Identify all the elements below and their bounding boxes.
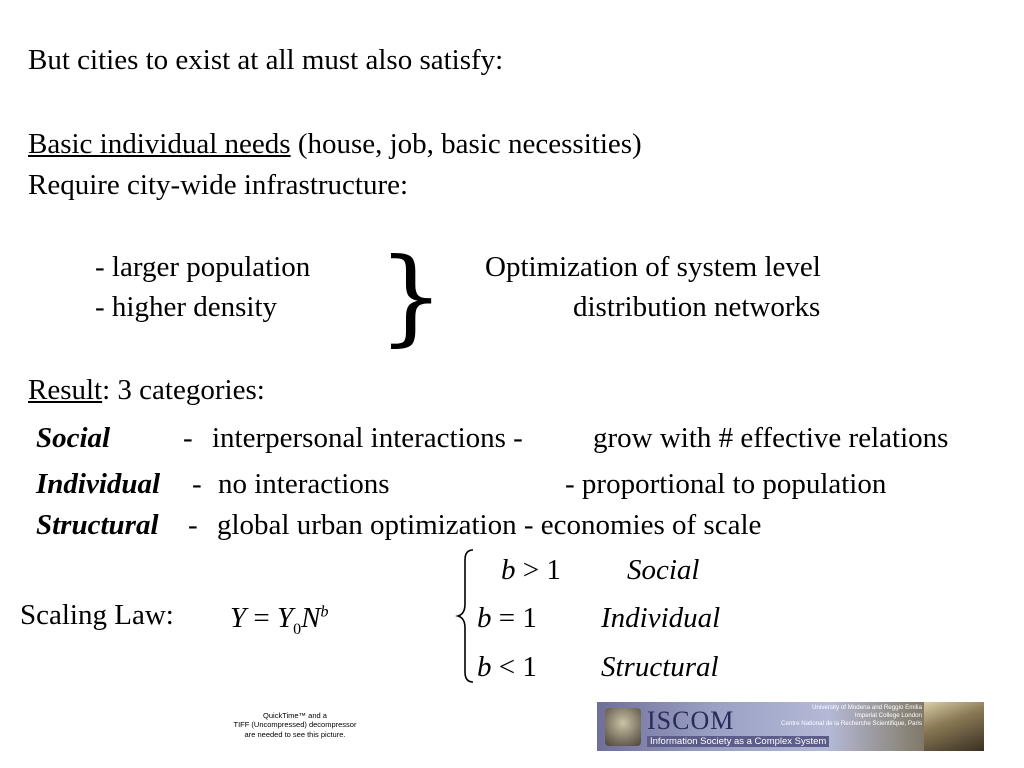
category-social-effect: grow with # effective relations [593, 422, 949, 454]
scaling-label: Scaling Law: [20, 599, 174, 631]
case-social-op: > [522, 554, 540, 586]
formula-eq: = [253, 602, 270, 634]
image-placeholder-note [222, 711, 368, 739]
category-individual-desc: no interactions [218, 468, 390, 500]
category-structural-name: Structural [36, 509, 159, 541]
case-structural-op: < [498, 651, 516, 683]
factor-population: - larger population [95, 251, 311, 283]
grouping-brace: } [378, 235, 445, 357]
formula-n: N [301, 602, 321, 634]
needs-line [28, 130, 642, 159]
result-underlined: Result [28, 374, 103, 406]
case-individual-cond [477, 604, 537, 633]
university-1: University of Modena and Reggio Emilia [811, 704, 922, 711]
placeholder-line-1: QuickTime™ and a [263, 711, 327, 720]
formula-sub-0: 0 [293, 620, 302, 638]
case-individual-op: = [498, 602, 516, 634]
category-individual-effect: - proportional to population [565, 468, 887, 500]
iscom-logo-icon [605, 708, 641, 746]
needs-underlined: Basic individual needs [28, 128, 291, 160]
category-structural-desc: global urban optimization - economies of scale [217, 509, 762, 541]
case-individual-b: b [477, 602, 492, 634]
require-text: Require city-wide infrastructure: [28, 169, 409, 201]
case-structural-b: b [477, 651, 492, 683]
case-social-cond [501, 556, 561, 585]
intro-text: But cities to exist at all must also satisfy: [28, 44, 504, 76]
category-social-desc: interpersonal interactions - [212, 422, 523, 454]
category-individual-name: Individual [36, 468, 161, 500]
factor-density: - higher density [95, 291, 278, 323]
case-social-val: 1 [546, 554, 561, 586]
case-structural-val: 1 [522, 651, 537, 683]
category-social-sep: - [183, 422, 193, 454]
university-3: Centre National de la Recherche Scientifique, Paris [780, 719, 922, 727]
banner-photo [924, 702, 984, 751]
placeholder-line-3: are needed to see this picture. [244, 729, 346, 739]
iscom-banner [597, 702, 984, 751]
formula-exp-b: b [320, 603, 329, 621]
case-individual-val: 1 [522, 602, 537, 634]
case-social-b: b [501, 554, 516, 586]
case-structural-label: Structural [601, 651, 719, 683]
banner-subtitle: Information Society as a Complex System [647, 736, 829, 747]
needs-rest: (house, job, basic necessities) [290, 128, 642, 160]
optimization-line-2: distribution networks [573, 291, 821, 323]
banner-title: ISCOM [647, 706, 735, 735]
case-individual-label: Individual [601, 602, 721, 634]
university-2: Imperial College London [854, 711, 922, 719]
case-social-label: Social [627, 554, 700, 586]
formula-y0: Y [277, 602, 294, 634]
category-structural-sep: - [188, 509, 198, 541]
placeholder-line-2: TIFF (Uncompressed) decompressor [233, 720, 357, 730]
optimization-line-1: Optimization of system level [485, 251, 821, 283]
cases-brace [455, 548, 477, 684]
scaling-formula [230, 604, 328, 638]
result-rest: : 3 categories: [102, 374, 265, 406]
category-social-name: Social [36, 422, 111, 454]
result-line [28, 376, 265, 405]
banner-universities [781, 704, 922, 727]
category-individual-sep: - [192, 468, 202, 500]
formula-y: Y [230, 602, 247, 634]
case-structural-cond [477, 653, 537, 682]
